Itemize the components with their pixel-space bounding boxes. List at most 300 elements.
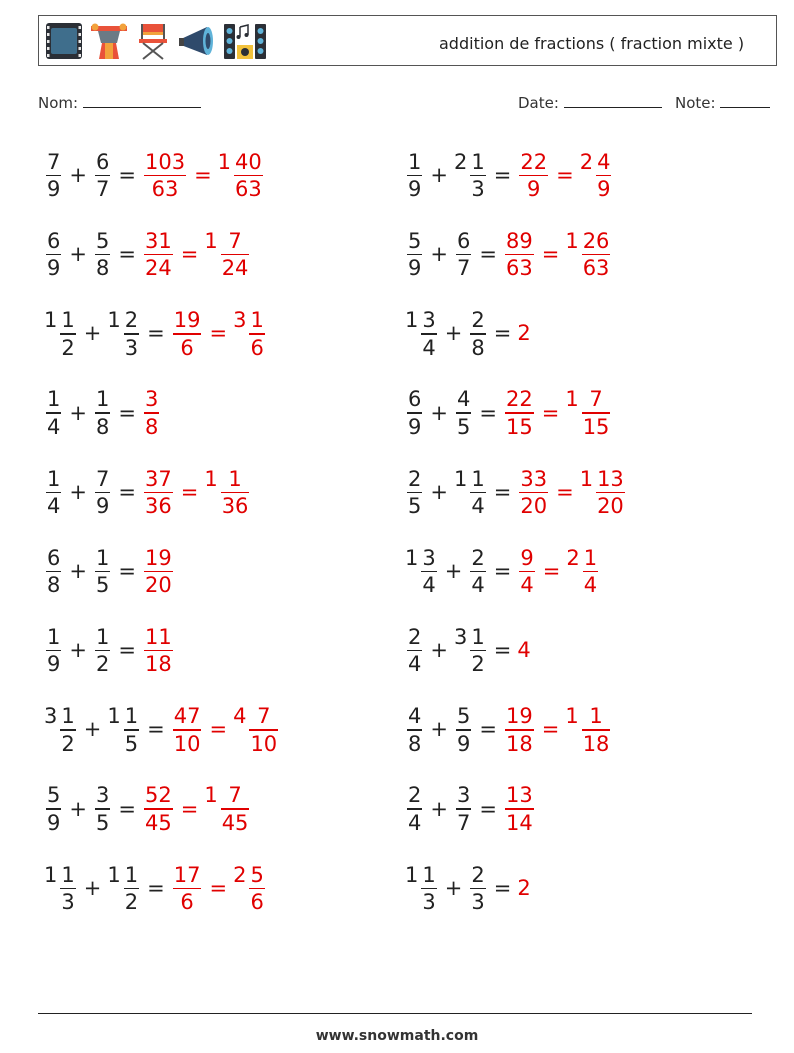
answer-equals-sign: =: [556, 479, 574, 504]
fraction: [95, 149, 110, 202]
denominator: 45: [221, 810, 249, 835]
numerator: 1: [47, 624, 61, 649]
fraction: [124, 862, 139, 915]
numerator: 19: [173, 308, 201, 333]
answer-term: [580, 467, 627, 518]
denominator: 4: [47, 414, 61, 439]
fraction: [421, 545, 436, 598]
denominator: 15: [505, 414, 533, 439]
whole-number: 3: [233, 308, 247, 333]
fraction: [470, 545, 485, 598]
answer-term: [142, 150, 188, 201]
fraction: [221, 785, 250, 834]
plus-sign: +: [69, 796, 87, 821]
problem-4: [405, 219, 612, 289]
term: [454, 783, 473, 834]
whole-number: 2: [453, 149, 468, 174]
equals-sign: =: [479, 400, 497, 425]
term: [405, 308, 439, 359]
denominator: 10: [250, 731, 278, 756]
denominator: 10: [173, 731, 201, 756]
answer-equals-sign: =: [556, 163, 574, 187]
problem-1: [44, 140, 265, 210]
answer-term: [503, 704, 536, 755]
numerator: 6: [95, 149, 110, 174]
fraction: [124, 706, 139, 755]
numerator: 6: [456, 228, 471, 253]
denominator: 24: [144, 256, 172, 281]
numerator: 17: [173, 862, 201, 887]
term: [44, 150, 63, 201]
numerator: 4: [597, 149, 611, 174]
denominator: 18: [144, 652, 172, 677]
denominator: 9: [597, 177, 611, 202]
numerator: 47: [173, 704, 201, 729]
denominator: 6: [180, 890, 194, 915]
term: [405, 704, 424, 755]
numerator: 52: [144, 783, 172, 808]
plus-sign: +: [444, 321, 463, 346]
term: [93, 229, 112, 280]
denominator: 9: [47, 652, 61, 677]
fraction: [470, 862, 485, 915]
numerator: 37: [144, 466, 172, 491]
answer-term: [503, 229, 536, 280]
term: [44, 546, 63, 597]
denominator: 4: [408, 652, 422, 677]
fraction: [60, 706, 75, 755]
answer-whole: 2: [517, 875, 531, 900]
term: [93, 150, 112, 201]
fraction: [234, 149, 263, 202]
term: [107, 704, 141, 755]
fraction: [407, 228, 422, 281]
denominator: 20: [144, 573, 172, 598]
denominator: 4: [422, 573, 436, 598]
answer-equals-sign: =: [542, 559, 561, 583]
fraction: [456, 228, 471, 281]
whole-number: 1: [204, 783, 218, 808]
term: [44, 783, 63, 834]
whole-number: 3: [453, 624, 468, 649]
problem-19: [44, 853, 267, 923]
term: [44, 704, 78, 755]
denominator: 8: [408, 731, 422, 756]
term: [468, 308, 487, 359]
numerator: 22: [520, 149, 548, 174]
fraction: [95, 545, 110, 598]
fraction: [582, 706, 611, 755]
numerator: 1: [124, 862, 139, 887]
answer-term: [142, 546, 175, 597]
numerator: 22: [505, 387, 533, 412]
whole-number: 1: [44, 308, 58, 333]
whole-number: 1: [217, 149, 232, 174]
denominator: 6: [180, 335, 194, 360]
fraction: [505, 785, 534, 834]
equals-sign: =: [493, 479, 512, 504]
numerator: 7: [589, 387, 603, 412]
problem-16: [405, 694, 612, 764]
numerator: 1: [589, 704, 603, 729]
fraction: [46, 466, 61, 519]
term: [405, 783, 424, 834]
numerator: 6: [47, 545, 61, 570]
plus-sign: +: [69, 559, 87, 583]
answer-term: [580, 150, 614, 201]
answer-term: [517, 546, 536, 597]
fraction: [407, 624, 422, 677]
numerator: 9: [520, 545, 534, 570]
denominator: 9: [408, 256, 422, 281]
problem-20: [405, 853, 531, 923]
answer-term: [142, 625, 175, 676]
fraction: [60, 310, 75, 359]
denominator: 5: [124, 731, 139, 756]
answer-term: [503, 783, 536, 834]
denominator: 4: [583, 573, 598, 598]
denominator: 15: [582, 414, 610, 439]
whole-number: 3: [44, 704, 58, 729]
equals-sign: =: [118, 638, 136, 663]
fraction: [456, 706, 471, 755]
numerator: 4: [456, 387, 471, 412]
numerator: 89: [505, 228, 533, 253]
fraction: [421, 862, 436, 915]
term: [405, 546, 439, 597]
term: [44, 467, 63, 518]
denominator: 9: [527, 177, 541, 202]
plus-sign: +: [430, 400, 448, 425]
term: [93, 783, 112, 834]
denominator: 8: [95, 414, 110, 439]
denominator: 7: [95, 177, 110, 202]
answer-term: [171, 863, 204, 914]
fraction: [95, 624, 110, 677]
answer-term: [233, 704, 280, 755]
term: [107, 863, 141, 914]
numerator: 1: [47, 387, 61, 412]
answer-equals-sign: =: [180, 479, 199, 504]
answer-equals-sign: =: [541, 717, 560, 742]
term: [454, 467, 488, 518]
numerator: 7: [257, 704, 271, 729]
plus-sign: +: [69, 163, 87, 187]
numerator: 1: [471, 466, 485, 491]
fraction: [95, 389, 110, 438]
denominator: 5: [95, 573, 110, 598]
answer-equals-sign: =: [209, 717, 228, 742]
equals-sign: =: [118, 559, 136, 583]
fraction: [173, 706, 202, 755]
whole-number: 2: [566, 545, 580, 570]
problem-3: [44, 219, 251, 289]
fraction: [221, 466, 250, 519]
fraction: [582, 389, 611, 438]
numerator: 1: [47, 466, 61, 491]
fraction: [519, 466, 548, 519]
plus-sign: +: [430, 242, 448, 267]
plus-sign: +: [430, 717, 448, 742]
problem-11: [44, 536, 175, 606]
answer-term: [204, 783, 251, 834]
answer-term: [517, 150, 550, 201]
numerator: 1: [95, 545, 110, 570]
plus-sign: +: [83, 875, 102, 900]
date-label: Date:: [518, 94, 559, 112]
numerator: 2: [124, 308, 139, 333]
numerator: 1: [61, 862, 75, 887]
problem-14: [405, 615, 531, 685]
numerator: 3: [422, 545, 436, 570]
whole-number: 1: [453, 466, 468, 491]
fraction: [470, 149, 485, 202]
equals-sign: =: [118, 163, 136, 187]
term: [468, 863, 487, 914]
numerator: 5: [95, 228, 110, 253]
numerator: 5: [456, 704, 471, 729]
denominator: 24: [221, 256, 249, 281]
fraction: [46, 389, 61, 438]
whole-number: 1: [204, 466, 218, 491]
footer-divider: [38, 1013, 752, 1014]
denominator: 8: [471, 335, 485, 360]
fraction: [407, 149, 422, 202]
whole-number: 1: [204, 228, 218, 253]
numerator: 2: [471, 308, 485, 333]
numerator: 5: [250, 862, 264, 887]
numerator: 3: [456, 783, 471, 808]
numerator: 5: [47, 783, 61, 808]
whole-number: 2: [233, 862, 247, 887]
term: [405, 229, 424, 280]
equals-sign: =: [118, 400, 136, 425]
term: [93, 387, 112, 438]
denominator: 63: [582, 256, 610, 281]
equals-sign: =: [479, 717, 497, 742]
denominator: 9: [47, 177, 61, 202]
whole-number: 1: [579, 466, 594, 491]
denominator: 4: [471, 494, 485, 519]
numerator: 1: [408, 149, 422, 174]
problem-15: [44, 694, 280, 764]
term: [405, 387, 424, 438]
equals-sign: =: [493, 321, 512, 346]
answer-equals-sign: =: [541, 242, 560, 267]
whole-number: 1: [107, 862, 121, 887]
plus-sign: +: [69, 638, 87, 663]
equals-sign: =: [493, 163, 512, 187]
fraction: [249, 310, 264, 359]
term: [405, 625, 424, 676]
problem-18: [405, 774, 536, 844]
fraction: [421, 310, 436, 359]
fraction: [249, 862, 264, 915]
fraction: [519, 545, 534, 598]
numerator: 2: [471, 862, 485, 887]
denominator: 7: [456, 256, 471, 281]
plus-sign: +: [83, 321, 102, 346]
denominator: 4: [422, 335, 436, 360]
denominator: 9: [456, 731, 471, 756]
denominator: 8: [47, 573, 61, 598]
term: [454, 387, 473, 438]
denominator: 45: [144, 810, 172, 835]
denominator: 3: [61, 890, 75, 915]
whole-number: 1: [107, 308, 121, 333]
numerator: 3: [144, 387, 159, 412]
denominator: 3: [471, 177, 485, 202]
fraction: [407, 389, 422, 438]
whole-number: 1: [107, 704, 121, 729]
answer-term: [171, 704, 204, 755]
fraction: [95, 785, 110, 834]
plus-sign: +: [69, 242, 87, 267]
denominator: 4: [408, 810, 422, 835]
numerator: 7: [95, 466, 110, 491]
denominator: 2: [61, 731, 75, 756]
term: [44, 863, 78, 914]
answer-term: [517, 467, 550, 518]
fraction: [505, 706, 534, 755]
numerator: 1: [422, 862, 436, 887]
equals-sign: =: [493, 559, 512, 583]
whole-number: 1: [44, 862, 58, 887]
denominator: 18: [582, 731, 610, 756]
numerator: 40: [235, 149, 262, 174]
problem-2: [405, 140, 613, 210]
problem-10: [405, 457, 627, 527]
answer-term: [142, 387, 161, 438]
denominator: 5: [456, 414, 471, 439]
problem-12: [405, 536, 600, 606]
problem-9: [44, 457, 251, 527]
term: [454, 229, 473, 280]
denominator: 5: [95, 810, 110, 835]
answer-term: [565, 229, 612, 280]
fraction: [144, 149, 186, 202]
answer-equals-sign: =: [180, 796, 199, 821]
denominator: 2: [124, 890, 139, 915]
fraction: [173, 862, 202, 915]
answer-equals-sign: =: [180, 242, 199, 267]
term: [44, 387, 63, 438]
numerator: 11: [144, 624, 172, 649]
fraction: [46, 785, 61, 834]
term: [44, 625, 63, 676]
numerator: 13: [505, 783, 533, 808]
denominator: 9: [47, 810, 61, 835]
fraction: [124, 310, 139, 359]
numerator: 2: [408, 624, 422, 649]
equals-sign: =: [493, 638, 512, 663]
fraction: [249, 706, 278, 755]
numerator: 4: [408, 704, 422, 729]
fraction: [407, 706, 422, 755]
fraction: [46, 228, 61, 281]
term: [107, 308, 141, 359]
denominator: 4: [471, 573, 485, 598]
numerator: 1: [471, 149, 485, 174]
numerator: 3: [422, 308, 436, 333]
whole-number: 1: [405, 308, 419, 333]
whole-number: 1: [405, 545, 419, 570]
term: [93, 625, 112, 676]
plus-sign: +: [430, 479, 448, 504]
plus-sign: +: [69, 479, 87, 504]
problem-7: [44, 378, 161, 448]
numerator: 2: [408, 783, 422, 808]
answer-term: [218, 150, 265, 201]
denominator: 4: [520, 573, 534, 598]
equals-sign: =: [147, 717, 165, 742]
denominator: 3: [124, 335, 139, 360]
numerator: 3: [95, 783, 110, 808]
denominator: 8: [95, 256, 110, 281]
denominator: 2: [61, 335, 75, 360]
problem-8: [405, 378, 612, 448]
answer-term: [503, 387, 536, 438]
fraction: [173, 310, 202, 359]
fraction: [596, 466, 625, 519]
denominator: 9: [408, 177, 422, 202]
denominator: 9: [95, 494, 110, 519]
answer-term: [566, 546, 600, 597]
denominator: 2: [471, 652, 485, 677]
denominator: 14: [505, 810, 533, 835]
denominator: 6: [250, 890, 264, 915]
fraction: [144, 389, 159, 438]
equals-sign: =: [147, 875, 165, 900]
term: [405, 863, 439, 914]
whole-number: 4: [233, 704, 247, 729]
whole-number: 1: [565, 704, 579, 729]
fraction: [46, 624, 61, 677]
denominator: 7: [456, 810, 471, 835]
answer-term: [204, 467, 251, 518]
plus-sign: +: [430, 638, 448, 663]
numerator: 1: [583, 545, 598, 570]
denominator: 63: [505, 256, 533, 281]
numerator: 2: [471, 545, 485, 570]
numerator: 103: [144, 149, 186, 174]
fraction: [470, 624, 485, 677]
numerator: 33: [520, 466, 548, 491]
numerator: 7: [228, 228, 242, 253]
plus-sign: +: [430, 163, 448, 187]
denominator: 2: [95, 652, 110, 677]
worksheet-title: addition de fractions ( fraction mixte ): [439, 34, 745, 53]
numerator: 6: [408, 387, 422, 412]
numerator: 2: [408, 466, 422, 491]
term: [405, 150, 424, 201]
fraction: [519, 149, 548, 202]
numerator: 1: [95, 624, 110, 649]
denominator: 4: [47, 494, 61, 519]
denominator: 3: [422, 890, 436, 915]
answer-term: [142, 783, 175, 834]
equals-sign: =: [479, 242, 497, 267]
numerator: 19: [505, 704, 533, 729]
answer-term: [204, 229, 251, 280]
answer-equals-sign: =: [209, 321, 228, 346]
plus-sign: +: [444, 559, 463, 583]
fraction: [46, 149, 61, 202]
fraction: [456, 389, 471, 438]
equals-sign: =: [479, 796, 497, 821]
whole-number: 2: [579, 149, 594, 174]
answer-whole: 2: [517, 321, 531, 346]
